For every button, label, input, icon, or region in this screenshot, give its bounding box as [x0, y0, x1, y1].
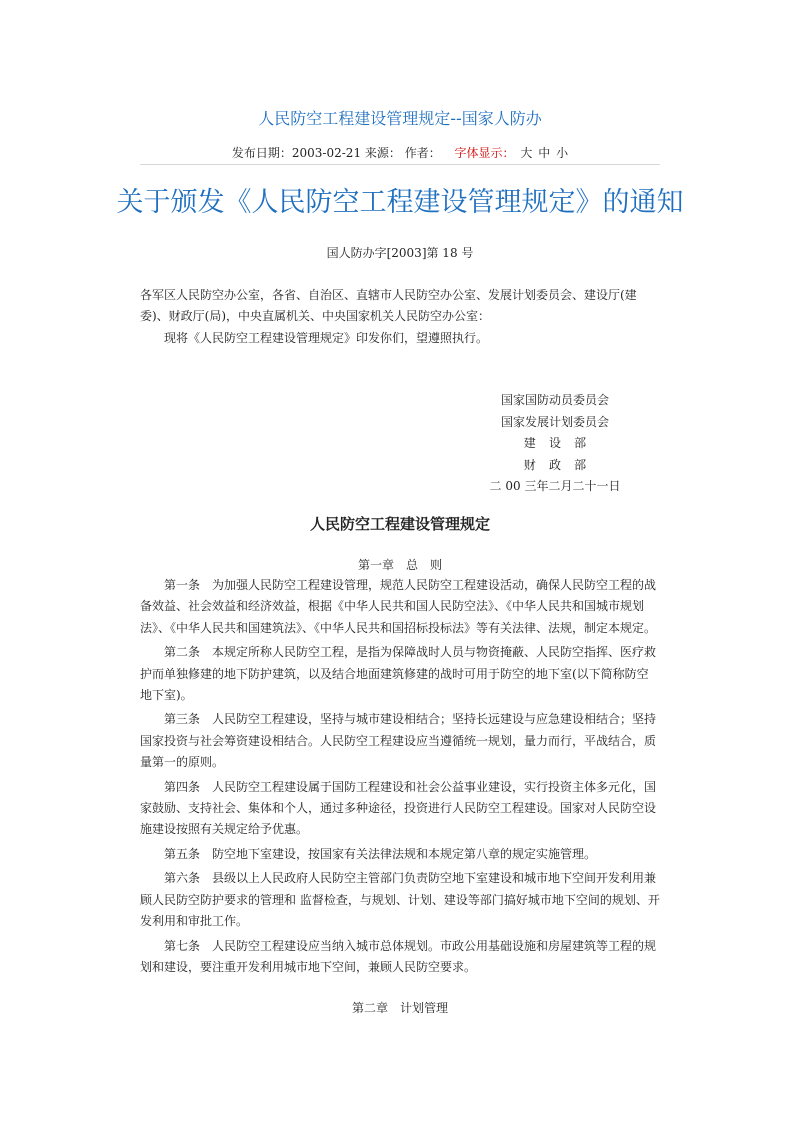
- meta-line: [140, 144, 660, 161]
- chapter-heading: 第二章 计划管理: [351, 1001, 448, 1015]
- font-size-label: 字体显示：: [454, 146, 515, 160]
- signatory: 建设部: [523, 436, 600, 450]
- notice-title: 关于颁发《人民防空工程建设管理规定》的通知: [116, 187, 684, 218]
- article: 第七条 人民防空工程建设应当纳入城市总体规划。市政公用基础设施和房屋建筑等工程的规划和建设，要注重开发利用城市地下空间，兼顾人民防空要求。: [140, 938, 657, 974]
- signatory: 国家发展计划委员会: [500, 414, 609, 429]
- signatory: 财政部: [523, 457, 600, 472]
- article: 第四条 人民防空工程建设属于国防工程建设和社会公益事业建设，实行投资主体多元化，国家鼓励、支持社会、集体和个人，通过多种途径，投资进行人民防空工程建设。国家对人民防空设施建设按照有关规定给予优惠。: [140, 779, 657, 837]
- font-size-large-button[interactable]: 大: [520, 146, 533, 160]
- recipients: 各军区人民防空办公室，各省、自治区、直辖市人民防空办公室、发展计划委员会、建设厅(建委)、财政厅(局)，中央直属机关、中央国家机关人民防空办公室：: [140, 288, 637, 323]
- articles: [140, 575, 660, 981]
- font-size-small-button[interactable]: 小: [556, 146, 569, 160]
- font-size-medium-button[interactable]: 中: [538, 146, 551, 160]
- notice-body: 现将《人民防空工程建设管理规定》印发你们，望遵照执行。: [164, 331, 489, 345]
- article: 第二条 本规定所称人民防空工程，是指为保障战时人员与物资掩蔽、人民防空指挥、医疗救护而单独修建的地下防护建筑，以及结合地面建筑修建的战时可用于防空的地下室(以下简称防空地下室)。: [140, 645, 657, 703]
- article: 第三条 人民防空工程建设，坚持与城市建设相结合；坚持长远建设与应急建设相结合；坚持国家投资与社会筹资建设相结合。人民防空工程建设应当遵循统一规划，量力而行，平战结合，质量第一的原则。: [140, 712, 657, 770]
- regulation-title: 人民防空工程建设管理规定: [309, 515, 490, 533]
- article: 第一条 为加强人民防空工程建设管理，规范人民防空工程建设活动，确保人民防空工程的战备效益、社会效益和经济效益，根据《中华人民共和国人民防空法》、《中华人民共和国城市规划法》、《中华人民共和国建筑法》、《中华人民共和国招标投标法》等有关法律、法规，制定本规定。: [140, 578, 657, 635]
- signature-block: [480, 390, 630, 498]
- chapter-heading: 第一章 总 则: [357, 558, 442, 572]
- doc-number: 国人防办字[2003]第 18 号: [326, 246, 474, 260]
- signatory: 国家国防动员委员会: [500, 393, 609, 407]
- article: 第六条 县级以上人民政府人民防空主管部门负责防空地下室建设和城市地下空间开发利用兼顾人民防空防护要求的管理和 监督检查，与规划、计划、建设等部门搞好城市地下空间的规划、开发利用和审批工作。: [140, 871, 660, 929]
- notice-date: 二 00 三年二月二十一日: [489, 479, 621, 493]
- article: 第五条 防空地下室建设，按国家有关法律法规和本规定第八章的规定实施管理。: [164, 846, 597, 861]
- publish-info: 发布日期：2003-02-21 来源： 作者：: [231, 146, 441, 160]
- header-divider: [140, 164, 660, 165]
- page-title: 人民防空工程建设管理规定--国家人防办: [258, 109, 542, 128]
